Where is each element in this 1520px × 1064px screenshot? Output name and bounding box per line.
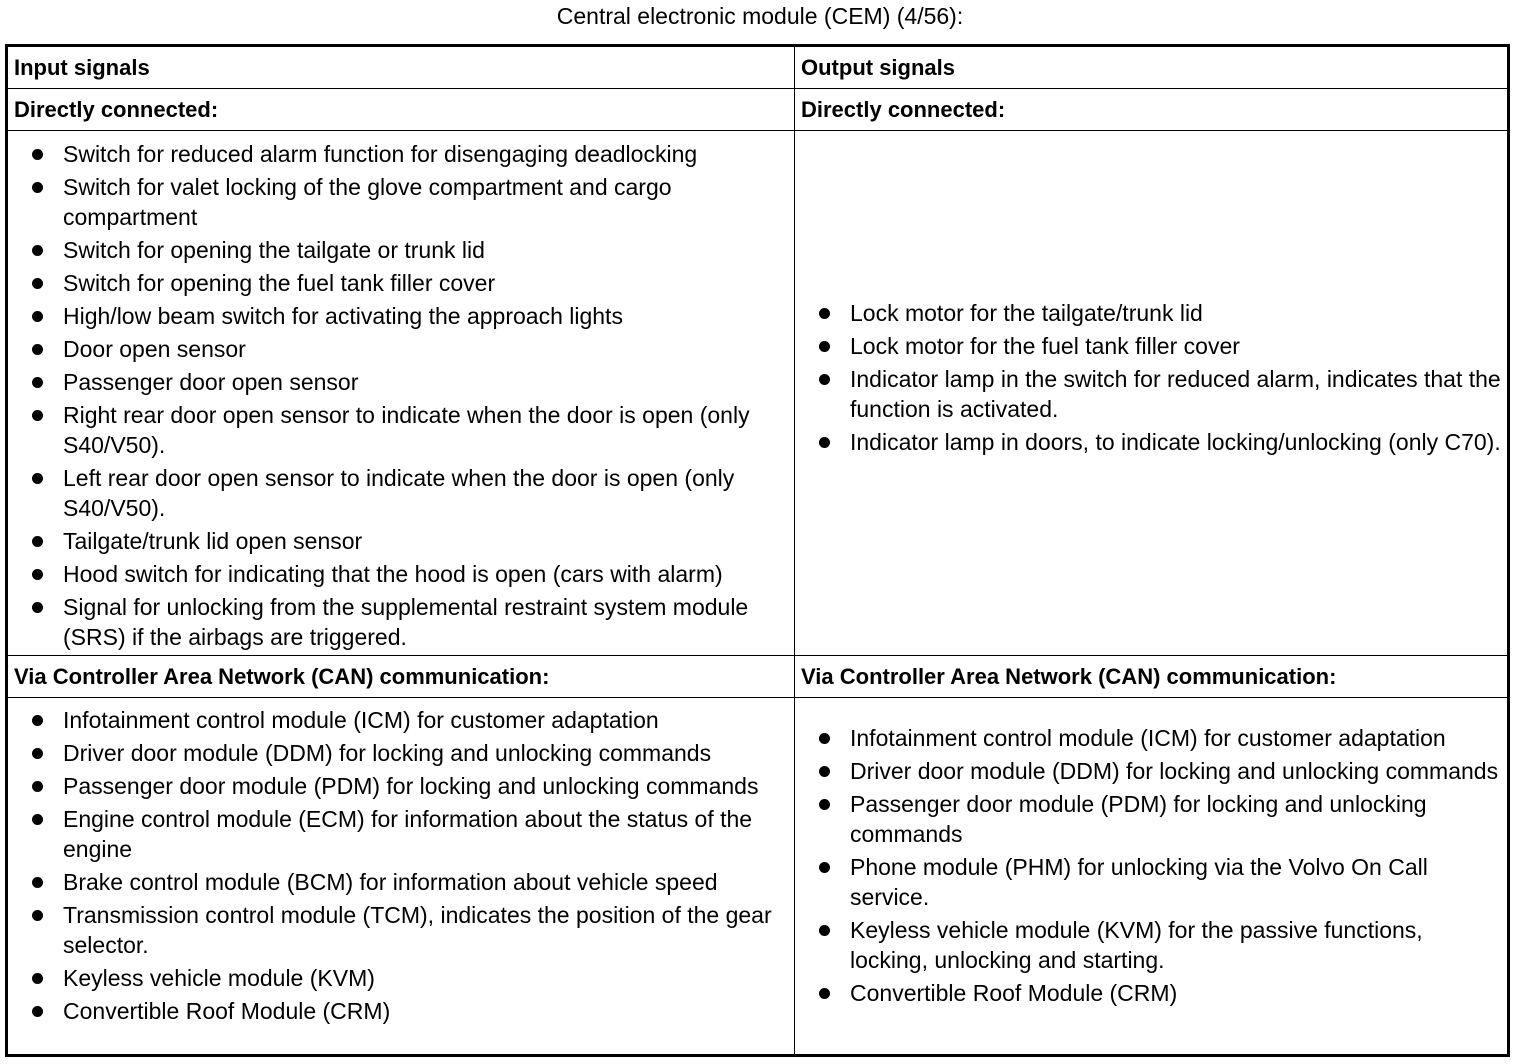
list-item-text: Switch for reduced alarm function for disengaging deadlocking <box>63 141 698 167</box>
can-input-heading: Via Controller Area Network (CAN) communication: <box>7 656 795 698</box>
list-item <box>8 172 788 232</box>
list-item-text: Brake control module (BCM) for information about vehicle speed <box>63 869 718 895</box>
can-input-cell <box>7 698 795 1056</box>
list-item <box>795 756 1501 786</box>
list-item-text: Infotainment control module (ICM) for customer adaptation <box>850 725 1446 751</box>
list-item-text: Lock motor for the tailgate/trunk lid <box>850 300 1203 326</box>
list-item <box>8 592 788 652</box>
direct-output-heading: Directly connected: <box>795 89 1509 131</box>
list-item <box>8 367 788 397</box>
direct-input-list <box>8 139 788 652</box>
bullet-icon <box>32 910 43 921</box>
list-item-text: Convertible Roof Module (CRM) <box>850 980 1178 1006</box>
list-item-text: Hood switch for indicating that the hood is open (cars with alarm) <box>63 561 723 587</box>
list-item <box>8 705 788 735</box>
list-item-text: Switch for valet locking of the glove compartment and cargo compartment <box>63 174 672 230</box>
list-item <box>795 427 1501 457</box>
bullet-icon <box>32 781 43 792</box>
list-item-text: Engine control module (ECM) for information about the status of the engine <box>63 806 753 862</box>
list-item-text: Indicator lamp in the switch for reduced alarm, indicates that the function is activated. <box>850 366 1501 422</box>
bullet-icon <box>32 814 43 825</box>
list-item <box>8 268 788 298</box>
list-item <box>795 789 1501 849</box>
input-signals-header: Input signals <box>7 46 795 89</box>
list-item <box>795 915 1501 975</box>
direct-input-cell <box>7 131 795 656</box>
list-item <box>8 771 788 801</box>
list-item-text: Switch for opening the tailgate or trunk lid <box>63 237 485 263</box>
list-item <box>8 139 788 169</box>
list-item-text: Left rear door open sensor to indicate when the door is open (only S40/V50). <box>63 465 735 521</box>
list-item-text: Driver door module (DDM) for locking and unlocking commands <box>63 740 712 766</box>
list-item-text: Lock motor for the fuel tank filler cover <box>850 333 1240 359</box>
bullet-icon <box>32 278 43 289</box>
list-item <box>8 235 788 265</box>
bullet-icon <box>819 733 830 744</box>
can-output-cell <box>795 698 1509 1056</box>
signals-table <box>5 44 1510 1057</box>
bullet-icon <box>819 374 830 385</box>
bullet-icon <box>32 410 43 421</box>
list-item <box>8 900 788 960</box>
can-output-heading: Via Controller Area Network (CAN) communication: <box>795 656 1509 698</box>
list-item-text: Passenger door open sensor <box>63 369 359 395</box>
list-item-text: Convertible Roof Module (CRM) <box>63 998 391 1024</box>
list-item <box>8 400 788 460</box>
bullet-icon <box>819 925 830 936</box>
list-item <box>795 723 1501 753</box>
list-item-text: Door open sensor <box>63 336 246 362</box>
bullet-icon <box>32 149 43 160</box>
bullet-icon <box>32 569 43 580</box>
direct-output-cell <box>795 131 1509 656</box>
list-item-text: Signal for unlocking from the supplemental restraint system module (SRS) if the airbags are triggered. <box>63 594 749 650</box>
can-output-list <box>795 723 1501 1008</box>
bullet-icon <box>819 862 830 873</box>
list-item-text: Transmission control module (TCM), indicates the position of the gear selector. <box>63 902 772 958</box>
list-item-text: High/low beam switch for activating the approach lights <box>63 303 623 329</box>
list-item <box>795 978 1501 1008</box>
bullet-icon <box>32 245 43 256</box>
list-item <box>795 331 1501 361</box>
list-item <box>8 301 788 331</box>
bullet-icon <box>32 311 43 322</box>
page-title: Central electronic module (CEM) (4/56): <box>556 3 964 29</box>
list-item <box>8 334 788 364</box>
bullet-icon <box>32 1006 43 1017</box>
list-item-text: Tailgate/trunk lid open sensor <box>63 528 363 554</box>
list-item-text: Driver door module (DDM) for locking and unlocking commands <box>850 758 1499 784</box>
can-input-list <box>8 705 788 1026</box>
bullet-icon <box>32 182 43 193</box>
bullet-icon <box>819 799 830 810</box>
list-item <box>795 852 1501 912</box>
bullet-icon <box>32 748 43 759</box>
list-item-text: Phone module (PHM) for unlocking via the Volvo On Call service. <box>850 854 1428 910</box>
list-item-text: Keyless vehicle module (KVM) for the passive functions, locking, unlocking and starting. <box>850 917 1423 973</box>
list-item <box>8 463 788 523</box>
direct-input-heading: Directly connected: <box>7 89 795 131</box>
bullet-icon <box>819 437 830 448</box>
list-item <box>8 804 788 864</box>
bullet-icon <box>819 766 830 777</box>
list-item-text: Passenger door module (PDM) for locking and unlocking commands <box>63 773 759 799</box>
bullet-icon <box>32 377 43 388</box>
list-item <box>795 364 1501 424</box>
bullet-icon <box>32 473 43 484</box>
list-item <box>8 996 788 1026</box>
list-item-text: Indicator lamp in doors, to indicate locking/unlocking (only C70). <box>850 429 1501 455</box>
bullet-icon <box>32 602 43 613</box>
bullet-icon <box>32 877 43 888</box>
bullet-icon <box>819 341 830 352</box>
list-item-text: Right rear door open sensor to indicate when the door is open (only S40/V50). <box>63 402 750 458</box>
bullet-icon <box>32 536 43 547</box>
bullet-icon <box>32 715 43 726</box>
bullet-icon <box>32 973 43 984</box>
list-item-text: Passenger door module (PDM) for locking and unlocking commands <box>850 791 1427 847</box>
list-item-text: Infotainment control module (ICM) for customer adaptation <box>63 707 659 733</box>
list-item <box>8 867 788 897</box>
list-item <box>8 738 788 768</box>
bullet-icon <box>819 308 830 319</box>
list-item-text: Switch for opening the fuel tank filler cover <box>63 270 496 296</box>
list-item <box>8 963 788 993</box>
list-item <box>795 298 1501 328</box>
bullet-icon <box>819 988 830 999</box>
list-item <box>8 526 788 556</box>
output-signals-header: Output signals <box>795 46 1509 89</box>
list-item-text: Keyless vehicle module (KVM) <box>63 965 375 991</box>
direct-output-list <box>795 298 1501 457</box>
bullet-icon <box>32 344 43 355</box>
list-item <box>8 559 788 589</box>
